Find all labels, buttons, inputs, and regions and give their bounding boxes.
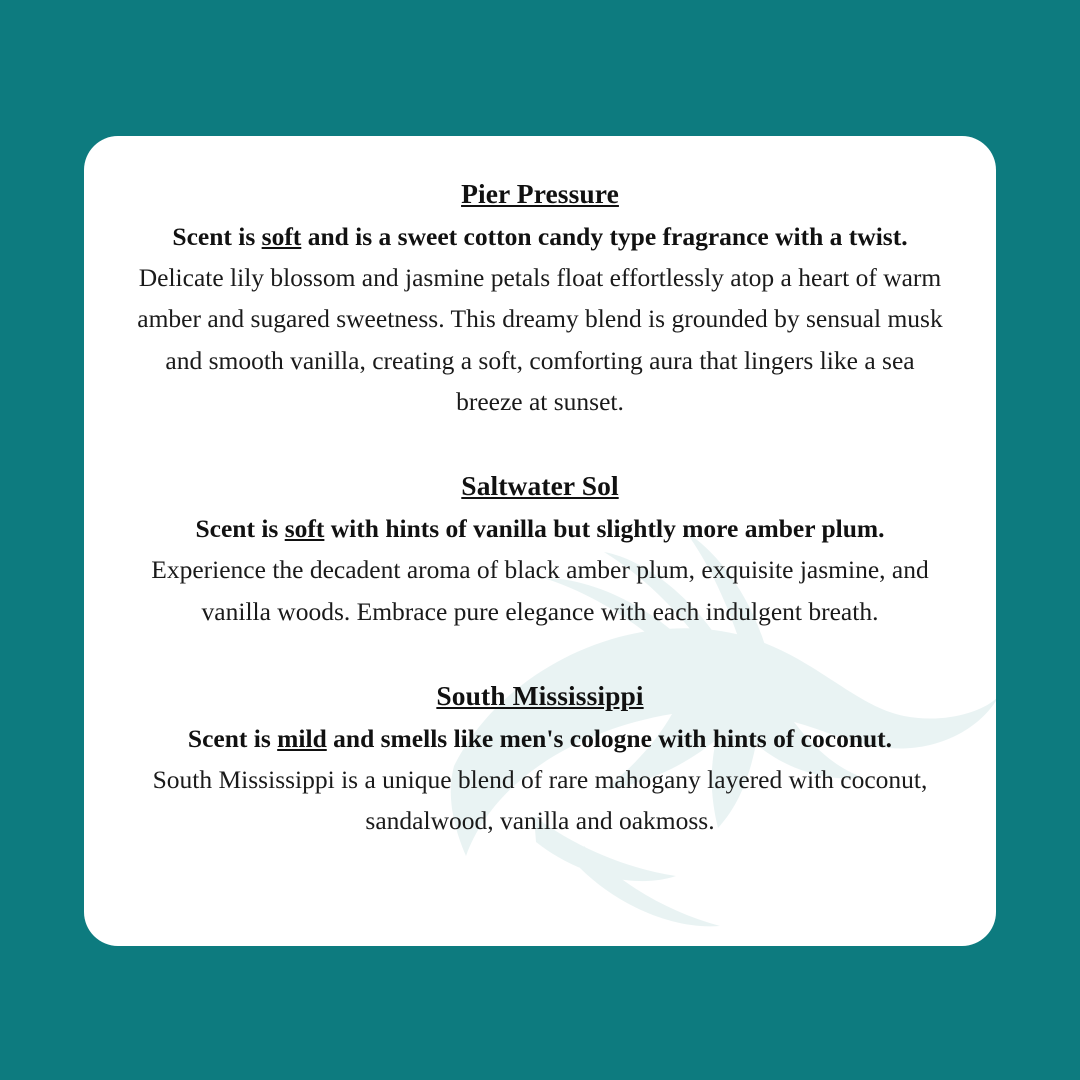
scent-summary <box>130 720 950 757</box>
scent-section <box>130 466 950 632</box>
scent-section <box>130 174 950 422</box>
scent-summary <box>130 218 950 255</box>
scent-summary-emphasis: soft <box>284 514 325 544</box>
scent-title: South Mississippi <box>436 679 644 711</box>
scent-summary-prefix: Scent is <box>195 514 285 544</box>
scent-summary-emphasis: soft <box>261 221 302 251</box>
scent-section <box>130 676 950 842</box>
scent-title: Pier Pressure <box>461 178 619 209</box>
scent-body: Experience the decadent aroma of black amber plum, exquisite jasmine, and vanilla woods. Embrace pure elegance with each indulgent breath. <box>151 555 929 626</box>
scent-summary-prefix: Scent is <box>187 723 278 753</box>
scent-description-card <box>84 136 996 946</box>
scent-summary-suffix: with hints of vanilla but slightly more amber plum. <box>324 514 885 544</box>
scent-summary <box>130 510 950 547</box>
scent-body: South Mississippi is a unique blend of rare mahogany layered with coconut, sandalwood, vanilla and oakmoss. <box>152 765 928 836</box>
scent-summary-suffix: and is a sweet cotton candy type fragrance with a twist. <box>301 221 908 251</box>
scent-title: Saltwater Sol <box>461 470 619 502</box>
scent-body: Delicate lily blossom and jasmine petals float effortlessly atop a heart of warm amber and sugared sweetness. This dreamy blend is grounded by sensual musk and smooth vanilla, creating a soft, comforting aura that lingers like a sea breeze at sunset. <box>137 263 943 416</box>
scent-summary-prefix: Scent is <box>172 221 262 251</box>
scent-summary-suffix: and smells like men's cologne with hints of coconut. <box>326 723 893 753</box>
scent-summary-emphasis: mild <box>277 723 327 753</box>
